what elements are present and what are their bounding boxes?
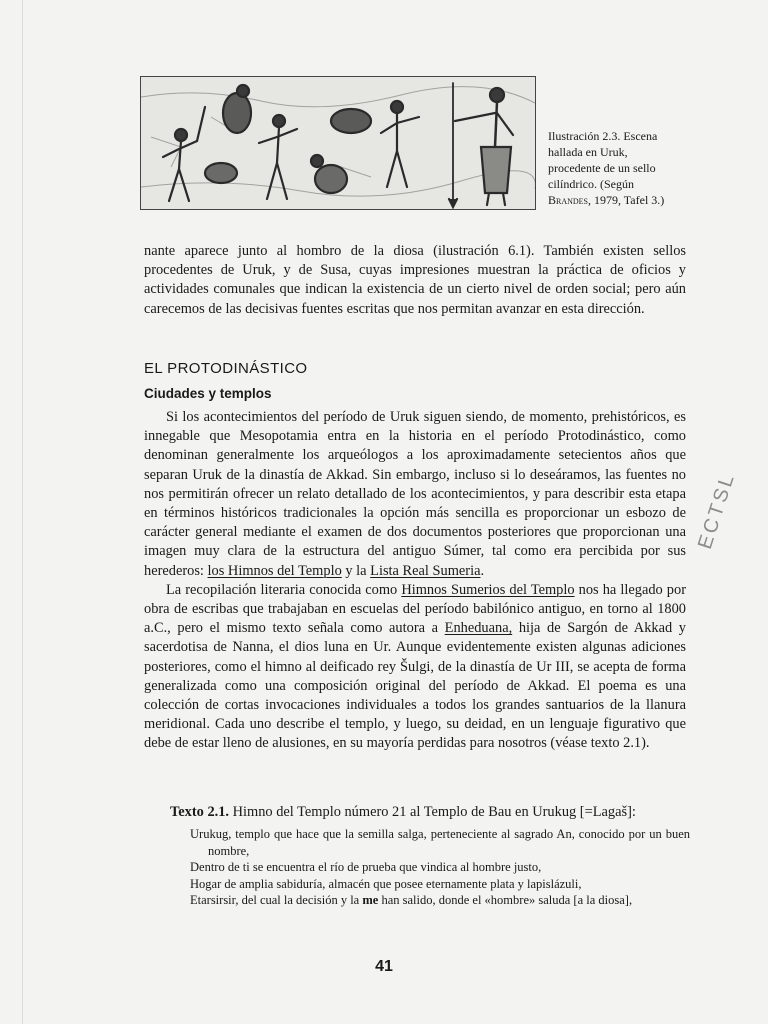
verse-text: Etarsirsir, del cual la decisión y la — [190, 893, 363, 907]
intro-text: nante aparece junto al hombro de la diosa (ilustración 6.1). También existen sellos procedentes de Uruk, y de Susa, cuyas impresiones muestran la práctica de oficios y actividades comunales que indican la existencia de un cierto nivel de orden social; pero aún carecemos de las decisivas fuentes escritas que nos permitan avanzar en esta dirección. — [144, 243, 686, 317]
caption-line: hallada en Uruk, — [548, 145, 628, 159]
paragraph-text: y la — [341, 562, 371, 579]
paragraph-temple-hymns — [144, 581, 686, 754]
paragraph-text: hija de Sargón de Akkad y sacerdotisa de Nanna, el dios luna en Ur. Aunque evidentemente existen algunas adiciones posteriores, como el himno al deificado rey Šulgi, de la dinastía de Ur III, se acepta de forma generalizada como una composición original del período de Akkad. El poema es una colección de cortas invocaciones individuales a todos los grandes santuarios de la llanura meridional. Cada uno describe el templo, y luego, su deidad, en un lenguaje figurativo que debe de estar lleno de alusiones, en su mayoría perdidas para nosotros (véase texto 2.1). — [144, 620, 686, 752]
underlined-phrase: Enheduana, — [444, 620, 513, 637]
page-number: 41 — [375, 958, 393, 975]
caption-line: cilíndrico. (Según — [548, 177, 634, 191]
page-edge — [22, 0, 23, 1024]
text-box-label: Texto 2.1. — [170, 804, 230, 820]
verse-line: Hogar de amplia sabiduría, almacén que posee eternamente plata y lapislázuli, — [190, 876, 582, 891]
paragraph-text: nos ha llegado por obra de escribas que trabajaban en escuelas del período babilónico antiguo, en torno al 1800 a.C., pero el mismo texto señala como autora a — [144, 581, 686, 637]
verse-bold-term: me — [362, 893, 379, 907]
hymn-verse — [190, 826, 690, 909]
paragraph-protodynastic — [144, 408, 686, 581]
caption-author: Brandes — [548, 193, 589, 207]
body-paragraphs — [144, 408, 686, 754]
cylinder-seal-illustration — [140, 76, 536, 210]
underlined-phrase: los Himnos del Templo — [207, 562, 342, 579]
subsection-title: Ciudades y templos — [144, 386, 272, 401]
underlined-phrase: Lista Real Sumeria — [370, 562, 481, 579]
seal-impression-drawing — [141, 77, 535, 209]
text-box-title: Himno del Templo número 21 al Templo de Bau en Urukug [=Lagaš]: — [232, 804, 636, 820]
section-title: EL PROTODINÁSTICO — [144, 360, 308, 377]
caption-line: Ilustración 2.3. Escena — [548, 129, 658, 143]
verse-line — [190, 892, 690, 909]
intro-paragraph — [144, 242, 686, 319]
caption-citation: , 1979, Tafel 3.) — [588, 193, 665, 207]
verse-line: Dentro de ti se encuentra el río de prueba que vindica al hombre justo, — [190, 860, 542, 874]
paragraph-text: La recopilación literaria conocida como — [166, 581, 402, 598]
paragraph-text: . — [480, 562, 485, 579]
paragraph-text: Si los acontecimientos del período de Uruk siguen siendo, de momento, prehistóricos, es innegable que Mesopotamia entra en la historia en el período Protodinástico, como denominan generalmente los arqueólogos a los aproximadamente setecientos años que separan Uruk de la dinastía de Akkad. Sin embargo, incluso si lo deseáramos, las fuentes no nos permitirán ofrecer un relato detallado de los acontecimientos, y para describir esta etapa en términos históricos tradicionales la opción más sencilla es proporcionar un esbozo de carácter general mediante el examen de dos documentos posteriores que proporcionan una imagen muy clara de la estructura del antiguo Súmer, tal como era percibida por sus herederos: — [144, 409, 686, 579]
handwritten-margin-note: ECTSL — [694, 469, 740, 552]
caption-line — [548, 192, 698, 208]
verse-text: han salido, donde el «hombre» saluda [a la diosa], — [378, 893, 633, 907]
text-box-heading — [170, 804, 690, 821]
verse-line: Urukug, templo que hace que la semilla salga, perteneciente al sagrado An, conocido por un buen nombre, — [190, 827, 690, 858]
figure-caption — [548, 128, 698, 208]
underlined-phrase: Himnos Sumerios del Templo — [401, 581, 575, 598]
caption-line: procedente de un sello — [548, 161, 656, 175]
